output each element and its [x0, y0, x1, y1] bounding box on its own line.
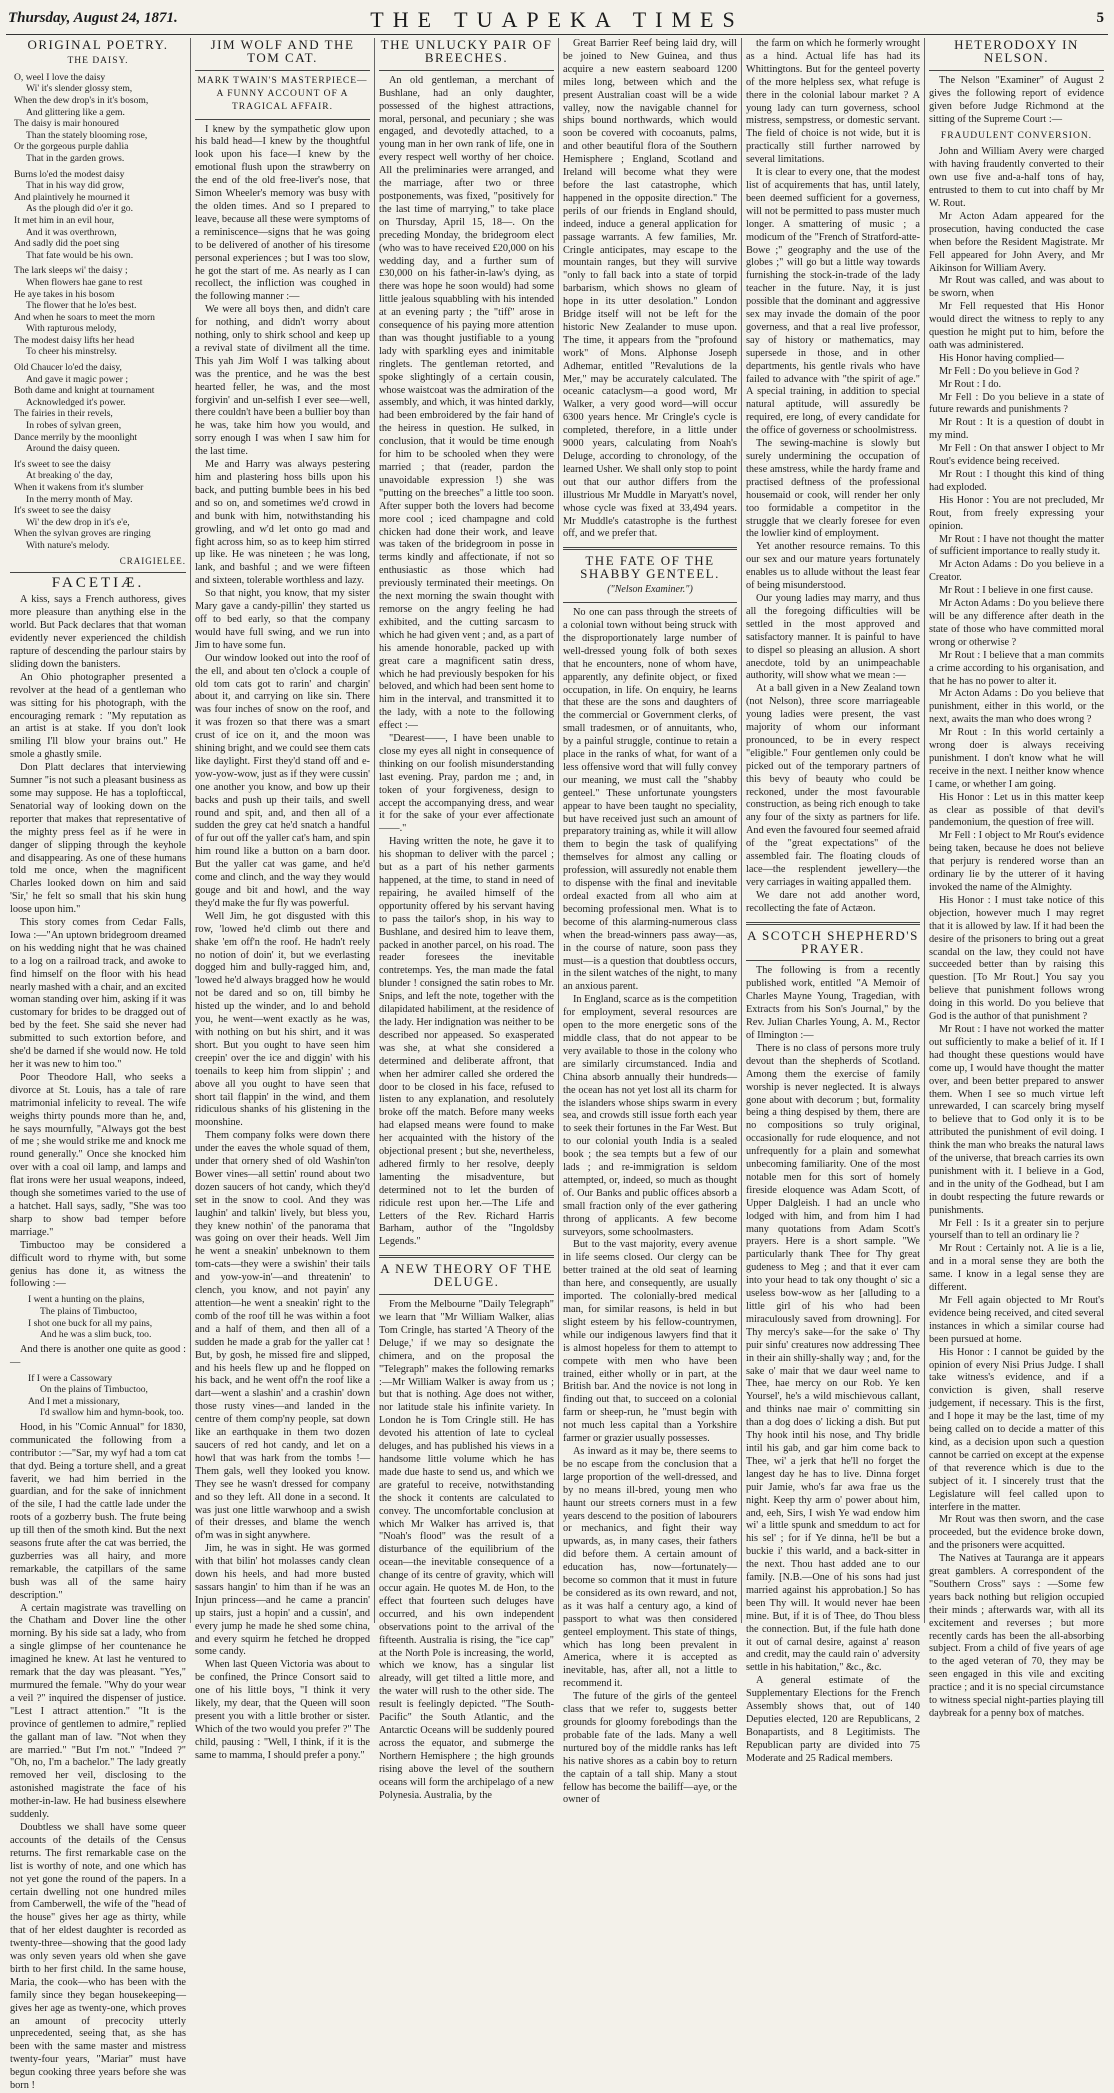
- paragraph: As inward as it may be, there seems to be no escape from the conclusion that a large proportion of the well-dressed, and by no means ill-bred, young men who haunt our streets corners must in a few years descend to the position of labourers or mechanics, and fight their way upwards, as, in many cases, their fathers did before them. A certain amount of education has, now—fortunately—become so common that it must in future be considered as its own reward, and not, as it was half a century ago, a kind of passport to what was then considered genteel employment. This state of things, which has long been prevalent in America, where it is accepted as inevitable, has, after all, not a little to recommend it.: [563, 1445, 737, 1690]
- verse-line: The modest daisy lifts her head: [14, 334, 135, 346]
- verse-line: Dance merrily by the moonlight: [14, 431, 138, 443]
- article-title-jim-wolf: JIM WOLF AND THE TOM CAT.: [210, 37, 355, 65]
- paragraph: A kiss, says a French authoress, gives more pleasure than anything else in the world. But Pack declares that that woman evidently never experienced the childish rapture of descending the parlour stairs by sliding down the banisters.: [10, 594, 186, 670]
- verse-line: On the plains of Timbuctoo,: [40, 1384, 148, 1396]
- paragraph: Our young ladies may marry, and thus all the foregoing difficulties will be settled in the most approved and satisfactory manner. It is painful to have to dispel so pleasing an allusion. A short anecdote, told by an unimpeachable authority, will show what we mean :—: [746, 592, 920, 682]
- rhyme-intro: And there is another one quite as good :—: [10, 1343, 186, 1368]
- paragraph: From the Melbourne "Daily Telegraph" we learn that "Mr William Walker, alias Tom Cringle, has started 'A Theory of the Deluge,' if we may so designate the chimera, and on the proposal the "Telegraph" makes the following remarks :—Mr William Walker is away from us ; but that is nothing. Age does not wither, nor latitude stale his infinite variety. In London he is Tom Cringle still. He has devoted his attention of late to cycleal deluges, and has published his views in a handsome little volume which he has made due haste to send us, and which we are grateful to receive, notwithstanding the shock it contents are calculated to convey. The uncomfortable conclusion at which Mr Walker has arrived is, that "Noah's flood" was the result of a disturbance of the equilibrium of the ocean—the inevitable consequence of a change of its centre of gravity, which will occur again. He quotes M. de Hon, to the effect that fourteen such deluges have occurred, and his own independent observations point to the arrival of the fifteenth. Australia is rising, the "ice cap" at the North Pole is increasing, the world, which we know, has a singular list already, will get tilted a little more, and the water will rush to the other side. The result is feelingly depicted. "The South-Pacific" the South Atlantic, and the Antarctic Oceans will be suddenly poured across the equator, and submerge the Northern Hemisphere ; the high grounds rising above the level of the southern oceans will form the archipelago of a new Polynesia. Australia, by the: [379, 1299, 554, 1801]
- paragraph: Mr Fell : Do you believe in a state of future rewards and punishments ?: [929, 391, 1104, 416]
- stanza: [10, 362, 186, 455]
- paragraph: Mr Rout : I do.: [939, 378, 1002, 390]
- masthead: [6, 4, 1108, 35]
- verse-line: In the merry month of May.: [26, 493, 133, 505]
- paragraph: Me and Harry was always pestering him and plastering hoss bills upon his back, and putting bumble bees in his bed and so on, and sometimes we'd crowd in and bunk with him, notwithstanding his growling, and w'd let onto go mad and fight across him, so as to keep him stirred up like. He was nineteen ; he was long, lank, and bashful ; and we were fifteen and sixteen, tolerable worthless and lazy.: [195, 459, 370, 587]
- verse-line: When it wakens from it's slumber: [14, 482, 144, 493]
- article-credit: ("Nelson Examiner."): [607, 584, 693, 596]
- paragraph: Mr Fell : I object to Mr Rout's evidence being taken, because he does not believe that perjury is rendered worse than an ordinary lie by the utterer of it having invoked the name of the Almighty.: [929, 830, 1104, 893]
- paragraph: The following is from a recently published work, entitled "A Memoir of Charles Mayne Young, Tragedian, with Extracts from his Son's Journal," by the Rev. Julian Charles Young, A. M., Rector of Ilmington :—: [746, 965, 920, 1041]
- paragraph: A certain magistrate was travelling on the Chatham and Dover line the other morning. By his side sat a lady, who from a single glimpse of her countenance he imagined he knew. At last he ventured to remark that the day was pleasant. "Yes," murmured the female. "Why do your wear a veil ?" inquired the dispenser of justice. "Lest I attract attention." "It is the province of gentlemen to admire," replied the gallant man of law. "Not when they are married." "But I'm not." "Indeed ?" "Oh, no, I'm a bachelor." The lady greatly removed her veil, disclosing to the astonished magistrate the face of his mother-in-law. He had business elsewhere suddenly.: [10, 1602, 186, 1821]
- paragraph: Them company folks were down there under the eaves the whole squad of them, under that ornery shed of old Washin'ton Bower vines—all settin' round about two dozen saucers of hot candy, which they'd set in the snow to cool. And they was laughin' and talkin' lively, but bless you, they knew nothin' of the panorama that was going on over their heads. Well Jim he went a sneakin' unbeknown to them tom-cats—they were a swishin' their tails and yow-yow-in'—and threatenin' to clench, you know, and not payin' any attention—he went a sneakin' right to the comb of the roof till he was within a foot and a half of them, and then all of a sudden he made a grab for the yaller cat ! But, by gosh, he missed fire and slipped, and his heels flew up and he flopped on his back, and he went off'n the roof like a dart—went a slashin' and a crashin' down those rusty vines—and landed in the centre of them comp'ny people, sat down like an earthquake in them two dozen saucers of red hot candy, and let on a howl that was hark from the tombs !—Them gals, well they looked you know. They see he wasn't dressed for company and so they left. All done in a second. It was just one little warwhoop and a swish of their dresses, and blame the wench of'm was in sight anywhere.: [195, 1130, 370, 1542]
- paragraph: Great Barrier Reef being laid dry, will be joined to New Guinea, and thus acquire a new eastern seaboard 1200 miles long, between which and the present Australian coast will be a wide valley, now the navigable channel for ships bound northwards, which would soon be covered with cocoanuts, palms, and other beautiful flora of the Southern Hemisphere ; England, Scotland and Ireland will become what they were before the last catastrophe, which happened in the opposite direction." The perils of our friends in England should, indeed, induce a general application for passage warrants. A few families, Mr. Cringle anticipates, may escape to the mountain ranges, but they will survive "only to fall back into a state of torpid barbarism, which shows no gleam of hope in its utter desolation." London Bridge itself will not be left for the historic New Zealander to muse upon. The time, it appears from the "profound work" of Mons. Alphonse Joseph Adhemar, entitled "Revalutions de la Mer," may be accurately calculated. The oceanic cataclysm—a good word, Mr Walker, a very good word—will occur 6300 years hence. Mr Cringle's cycle is completed, therefore, in a little under 9000 years, calculating from Noah's Deluge, according to chronology, of the learned Usher. We shall only stop to point out that our author differs from the illustrious Mr Muddle in Maryatt's novel, whose cycle was fixed at 33,494 years. Mr Muddle's catastrophe is the furthest off, and we prefer that.: [563, 38, 737, 540]
- divider: [379, 70, 554, 71]
- paragraph: Hood, in his "Comic Annual" for 1830, communicated the following from a contributor :—"Sar, my wyf had a tom cat that dyd. Being a torture shell, and a great faverit, we had him berried in the guardian, and for the sake of innichment of the sile, I had the cattle lade under the roots of a gozberry bush. The frute being up till then of the smoth kind. But the next seasons frute after the cat was berried, the guzberries was all hairy, and more remarkable, the catpillars of the same bush was all of the same hairy description.": [10, 1421, 186, 1601]
- paragraph: Having written the note, he gave it to his shopman to deliver with the parcel ; but as a part of his nether garments happened, at the time, to stand in need of repairing, he availed himself of the opportunity offered by his servant having to pass the tailor's shop, in his way to Bushlane, and desired him to leave them, packed in another parcel, on his road. The reader foresees the inevitable contretemps. Yes, the man made the fatal blunder ! consigned the satin robes to Mr. Snips, and left the note, together with the dilapidated habiliment, at the residence of the lady. Her indignation was neither to be described nor appeased. So exasperated was she, at what she considered a determined and deliberate affront, that when her admirer called she ordered the door to be closed in his face, refused to listen to any explanation, and resolutely broke off the match. Before many weeks had elapsed means were found to make her acquainted with the history of the objectional present ; but she, nevertheless, adhered firmly to her resolve, deeply lamenting the misadventure, but determined not to let the burden of ridicule rest upon her.—The Life and Letters of the Rev. Richard Harris Barham, author of the "Ingoldsby Legends.": [379, 836, 554, 1248]
- paragraph: Jim, he was in sight. He was gormed with that bilin' hot molasses candy clean down his heels, and had more busted sassars hangin' to him than if he was an Injun princess—and he came a prancin' up stairs, just a hopin' and a cussin', and every jump he made he shed some china, and every squirm he fetched he dropped some candy.: [195, 1543, 370, 1658]
- poem-stanzas: [10, 72, 186, 552]
- paragraph: His Honor : Let us in this matter keep as clear as possible of that devil's pandemonium, the question of free will.: [929, 791, 1104, 829]
- verse-line: Around the daisy queen.: [26, 443, 120, 455]
- verse-line: That fate would be his own.: [26, 249, 134, 261]
- verse-line: And sadly did the poet sing: [14, 238, 120, 250]
- divider: [379, 1255, 554, 1258]
- paragraph: Timbuctoo may be considered a difficult word to rhyme with, but some genius has done it, as witness the following :—: [10, 1239, 186, 1290]
- verse-line: And glittering like a gem.: [26, 106, 125, 118]
- paragraph: Mr Acton Adams : Do you believe that punishment, either in this world, or the next, awaits the man who does wrong ?: [929, 688, 1104, 726]
- paragraph: Mr Acton Adams : Do you believe there will be any difference after death in the state of those who have committed moral wrong or otherwise ?: [929, 598, 1105, 648]
- article-title-scotch-prayer: A SCOTCH SHEPHERD'S PRAYER.: [747, 927, 919, 956]
- article-body-jim-wolf: [195, 124, 370, 1763]
- verse-line: At breaking o' the day,: [26, 470, 113, 482]
- article-title-shabby-genteel: THE FATE OF THE SHABBY GENTEEL.: [580, 553, 720, 582]
- verse-line: It met him in an evil hour,: [14, 214, 115, 226]
- verse-line: I shot one buck for all my pains,: [28, 1317, 153, 1329]
- verse-line: He aye takes in his bosom: [14, 288, 115, 300]
- verse-line: I went a hunting on the plains,: [28, 1294, 145, 1306]
- paragraph: Mr Fell again objected to Mr Rout's evidence being received, and cited several instances in which a similar course had been pursued at home.: [929, 1295, 1104, 1345]
- column-3: [374, 37, 558, 1801]
- paragraph: His Honor : I cannot be guided by the opinion of every Nisi Prius Judge. I shall take witness's evidence, and if a conviction is given, shall reserve judgement, if necessary. This is the first, and I hope it may be the last, time of my being called on to decide a matter of this kind, as a decision upon such a question cannot be carried on except at the expense of that reverence which is due to the subject of it. I sincerely trust that the Legislature will feel called upon to interfere in the matter.: [929, 1346, 1104, 1513]
- verse-line: Acknowledged it's power.: [26, 396, 126, 408]
- paragraph: "Dearest——, I have been unable to close my eyes all night in consequence of thinking on our foolish misunderstanding last evening. Pray, pardon me ; and, in token of your forgiveness, design to accept the accompanying dress, and wear it for the sake of your ever affectionate——.": [379, 733, 554, 835]
- poem-signature: CRAIGIELEE.: [119, 555, 186, 566]
- verse-line: Than the stately blooming rose,: [26, 129, 148, 141]
- divider: [563, 547, 737, 550]
- verse-line: The daisy is mair honoured: [14, 118, 119, 130]
- paragraph: At a ball given in a New Zealand town (not Nelson), three score marriageable young ladies were present, the vast majority of whom our informant pronounced, to be in every respect "eligible." Four gentlemen only could be picked out of the temporary partners of this bevy of beauty who could be reckoned, under the most favourable construction, as being rich enough to take any four of the sixty as partners for life. And even the favoured four seemed afraid of the "great expectations" of the assembled fair. The floating clouds of lace—the resplendent jewellery—the very carriages in waiting appalled them.: [746, 683, 920, 888]
- verse-line: With rapturous melody,: [26, 323, 117, 335]
- verse-line: In robes of sylvan green,: [26, 420, 122, 432]
- paragraph: An Ohio photographer presented a revolver at the head of a gentleman who was sitting for his photograph, with the encouraging remark : "My reputation as an artist is at stake. If you don't look smiling I'll blow your brains out." He smole a ghastly smile.: [10, 671, 186, 761]
- paragraph: Mr Rout was then sworn, and the case proceeded, but the evidence broke down, and the prisoners were acquitted.: [929, 1514, 1104, 1552]
- paragraph: The sewing-machine is slowly but surely undermining the occupation of these amstress, while the hardy frame and practised deftness of the professional housemaid or cook, will render her only too formidable a competitor in the struggle that we clearly foresee for even the lowlier kind of employment.: [746, 438, 920, 540]
- paragraph: Mr Rout : I have not thought the matter of sufficient importance to really study it.: [929, 533, 1104, 558]
- divider: [746, 960, 920, 961]
- paragraph: Mr Rout : I thought this kind of thing had exploded.: [929, 469, 1104, 493]
- verse-line: The fairies in their revels,: [14, 408, 113, 420]
- paragraph: We dare not add another word, recollecting the fate of Actæon.: [746, 889, 920, 914]
- column-1: [6, 37, 190, 2092]
- page-number: 5: [1096, 10, 1104, 26]
- paragraph: The Nelson "Examiner" of August 2 gives the following report of evidence given before Judge Richmond at the sitting of the Supreme Court :—: [929, 74, 1104, 125]
- verse-line: When flowers hae gane to rest: [26, 276, 143, 288]
- verse-line: When the sylvan groves are ringing: [14, 528, 151, 540]
- paragraph: No one can pass through the streets of a colonial town without being struck with the disproportionately large number of well-dressed young folk of both sexes that he encounters, none of whom have, apparently, any definite object, or fixed occupation, in life. On enquiry, he learns that these are the sons and daughters of the commercial or Government clerks, of small tradesmen, or of annuitants, who, by a painful struggle, continue to retain a place in the ranks of what, for want of a less offensive word that will fully convey our meaning, we must call the "shabby genteel." These unfortunate youngsters appear to have been taught no speciality, but have received just such an amount of preparatory training as, while it will allow them to begin the task of qualifying themselves for almost any calling or profession, will assuredly not enable them to dispense with the final and inevitable ordeal exacted from all who aim at becoming professional men. What is to become of this alarming-numerous class when the bread-winners pass away—as, in the course of nature, soon pass they must—is a question that doubtless occurs, in the silent watches of the night, to many an anxious parent.: [563, 607, 737, 993]
- paragraph: His Honor : I must take notice of this objection, however much I may regret that it is allowed by law. If it had been the desire of the prisoners to bring out a great scandal on the law, they could not have succeeded better than by raising this question. [To Mr Rout.] You say you believe that punishment follows wrong doing in this world. Do you believe that God is the author of that punishment ?: [929, 894, 1104, 1023]
- article-subtitle: MARK TWAIN'S MASTERPIECE—A FUNNY ACCOUNT OF A TRAGICAL AFFAIR.: [197, 75, 368, 112]
- paragraph: Our window looked out into the roof of the ell, and about ten o'clock a couple of old tom cats got to rarin' and chargin' about it, and carrying on like sin. There was four inches of snow on the roof, and it was frozen so that there was a smart crust of ice on it, and the moon was shining bright, and we could see them cats like daylight. First they'd stand off and e-yow-yow-wow, just as if they were cussin' one another you know, and bow up their backs and push up their tails, and swell round and spit, and, and then all of a sudden the grey cat he'd snatch a handful of fur out off the yaller cat's ham, and spin him round like a button on a barn door. But the yaller cat was game, and he'd come and clinch, and the way they would gouge and bit and howl, and the way they'd make the fur fly was powerful.: [195, 652, 371, 909]
- paragraph: Mr Rout : I believe in one first cause.: [939, 585, 1094, 597]
- paragraph: His Honor having complied—: [939, 352, 1064, 364]
- paragraph: Mr Rout : In this world certainly a wrong doer is always receiving punishment. I don't know what he will receive in the next. I neither know whence I came, or whether I am going.: [929, 727, 1104, 790]
- verse-line: That in the garden grows.: [26, 152, 125, 164]
- article-title-deluge: A NEW THEORY OF THE DELUGE.: [380, 1261, 553, 1290]
- section-title-facetiae: FACETIÆ.: [51, 575, 145, 592]
- article-body-deluge: [379, 1299, 554, 1802]
- article-body-deluge-continued: [563, 38, 737, 541]
- article-subhead: FRAUDULENT CONVERSION.: [940, 131, 1093, 142]
- paragraph: Mr Fell : Do you believe in God ?: [939, 365, 1080, 377]
- column-5: [741, 38, 924, 1764]
- verse-line: O, weel I love the daisy: [14, 71, 106, 83]
- paragraph: Mr Fell : On that answer I object to Mr Rout's evidence being received.: [929, 443, 1104, 468]
- paragraph: Mr Rout : I have not worked the matter out sufficiently to make a belief of it. If I had thought these questions would have come up, I would have thought the matter over, and been better prepared to answer them. When I see so much virtue left unrewarded, I can scarcely bring myself to believe that to God only it is to be attributed the punishment of evil doing. I think the man who breaks the natural laws of the universe, that breach carries its own punishment with it. I believe in a God, and in the unity of the Godhead, but I am in doubt respecting the future rewards or punishments.: [929, 1023, 1104, 1216]
- paragraph: Well Jim, he got disgusted with this row, 'lowed he'd climb out there and shake 'em off'n the roof. He hadn't reely no notion of doin' it, but we everlasting dogged him and bully-ragged him, and, 'lowed he'd always bragged how he would not be dared and so on, till bimby he histed up the winder, and lo and behold you, he went—went exactly as he was, with nothing on but his shirt, and it was short. But you ought to have seen him creepin' over the ice and diggin' with his toenails to keep him from slippin' ; and above all you ought to have seen that short tail flappin' in the wind, and them ridiculous shanks of his glistening in the moonshine.: [195, 910, 370, 1129]
- verse-line: Both dame and knight at tournament: [14, 385, 155, 397]
- article-body-scotch-prayer: [746, 965, 920, 1765]
- cassowary-rhyme: [24, 1373, 186, 1419]
- paragraph: Mr Fell : Is it a greater sin to perjure yourself than to tell an ordinary lie ?: [929, 1217, 1104, 1242]
- paragraph: When last Queen Victoria was about to be confined, the Prince Consort said to one of his little boys, "I think it very likely, my dear, that the Queen will soon present you with a little brother or sister. Which of the two would you prefer ?" The child, pausing : "Well, I think, if it is the same to mamma, I should prefer a pony.": [195, 1659, 371, 1761]
- verse-line: Old Chaucer lo'ed the daisy,: [14, 362, 122, 374]
- facetiae-paragraphs-continued: [10, 1422, 186, 2093]
- paragraph: Poor Theodore Hall, who seeks a divorce at St. Louis, has a tale of rare matrimonial infelicity to reveal. The wife weighs thirty pounds more than he, and, he says mournfully, "Always got the best of me ; she would strike me and knock me round generally." Once she knocked him over with a coal oil lamp, and lamps and flat irons were her usual weapons, indeed, though she sometimes varied to the use of a hatchet. Hall says, sadly, "She was too sharp to show bad temper before marriage.": [10, 1071, 186, 1238]
- paragraph: His Honor : You are not precluded, Mr Rout, from freely expressing your opinion.: [929, 494, 1104, 532]
- verse-line: It's sweet to see the daisy: [14, 505, 111, 517]
- divider: [195, 119, 370, 120]
- poem-title: THE DAISY.: [67, 55, 129, 66]
- paragraph: An old gentleman, a merchant of Bushlane, had an only daughter, possessed of the highest attractions, moral, personal, and pecuniary ; she was engaged, and devotedly attached, to a young man in her own rank of life, one in every respect well worthy of her choice. All the preliminaries were arranged, and the marriage, after two or three postponements, was fixed, "positively for the last time of marrying," to take place on Thursday, April 15, 18—. On the preceding Monday, the bridegroom elect (who was to have received £20,000 on his wedding day, and a further sum of £30,000 on his father-in-law's dying, as there was hope he soon would) had some little jealous squabbling with his intended at an evening party ; the "tiff" arose in consequence of his paying more attention than was thought justifiable to a young lady with sparkling eyes and inimitable ringlets. The gentleman retorted, and spoke slightingly of a certain cousin, whose waistcoat was the admiration of the assembly, and which, it was hinted darkly, had been embroidered by the fair hand of the heiress in question. He sulked, in conclusion, that it would be time enough for him to be schooled when they were married ; that (reader, pardon the unavoidable expression !) she was "putting on the breeches" a little too soon. After supper both the lovers had become more cool ; iced champagne and cold chicken had done their work, and leave was taken of the bridegroom in posse in terms kindly and affectionate, if not so enthusiastic as those which had previously terminated their meetings. On the next morning the swain thought with remorse on the angry feeling he had exhibited, and the cutting sarcasm to which he had given vent ; and, as a part of his amende honorable, packed up with great care a magnificent satin dress, which he had previously bespoken for his beloved, and which had been sent home to him in the interval, and transmitted it to the lady, with a note to the following effect :—: [379, 74, 554, 732]
- paragraph: So that night, you know, that my sister Mary gave a candy-pillin' they started us off to bed early, so that the company would have full swing, and we run into Jim to have some fun.: [195, 588, 370, 651]
- verse-line: As the plough did o'er it go.: [26, 203, 133, 215]
- verse-line: If I were a Cassowary: [28, 1372, 113, 1384]
- verse-line: And I met a missionary,: [28, 1395, 120, 1407]
- verse-line: To cheer his minstrelsy.: [26, 346, 117, 358]
- article-intro: [929, 75, 1104, 127]
- verse-line: And he was a slim buck, too.: [40, 1329, 152, 1341]
- paragraph: Mr Acton Adams : Do you believe in a Creator.: [929, 559, 1104, 584]
- paragraph: Mr Rout : I believe that a man commits a crime according to his organisation, and that he has no power to alter it.: [929, 649, 1104, 687]
- paragraph: The future of the girls of the genteel class that we refer to, suggests better grounds for gloomy forebodings than the probable fate of the lads. Many a well nurtured boy of the middle ranks has left his native shores as a cabin boy to return the captain of a tall ship. Many a stout fellow has become the bailiff—aye, or the owner of: [563, 1691, 737, 1806]
- verse-line: When the dew drop's in it's bosom,: [14, 95, 149, 106]
- verse-line: Wi' the dew drop in it's e'e,: [26, 516, 130, 528]
- stanza: [10, 169, 186, 262]
- facetiae-paragraphs: [10, 594, 186, 1291]
- article-title-breeches: THE UNLUCKY PAIR OF BREECHES.: [380, 37, 553, 65]
- paragraph: Don Platt declares that interviewing Sumner "is not such a pleasant business as some may suppose. He has a toplofticcal, Senatorial way of looking down on the reporter that makes that representative of the mighty press feel as if he were in danger of slipping through the keyhole and disappearing. As one of these humans told me once, when the magnificent Charles looked down on him and said 'Sir,' he felt so small that his skin hung loose upon him.": [10, 762, 186, 916]
- paragraph: Mr Rout : Certainly not. A lie is a lie, and in a moral sense they are both the same. I know in a legal sense they are different.: [929, 1243, 1104, 1294]
- paragraph: the farm on which he formerly wrought as a hind. Actual life has had its Whittingtons. But for the genteel poverty of the more helpless sex, what refuge is there in the colonial labour market ? A young lady can turn governess, school mistress, sempstress, or domestic servant. The field of choice is not wide, but it is practically still further narrowed by several limitations.: [746, 38, 920, 166]
- paragraph: The Natives at Tauranga are it appears great gamblers. A correspondent of the "Southern Cross" says : —Some few years back nothing but religion occupied their minds ; afterwards war, with all its excitement and reverses ; but more recently cards has been the all-absorbing subject. From a child of five years of age to the aged veteran of 70, they may be seen engaged in this vile and exciting practice ; and it is no special circumstance to witness special night-parties playing till daybreak for a penny box of matches.: [929, 1553, 1104, 1719]
- paragraph: A general estimate of the Supplementary Elections for the French Assembly shows that, out of 140 Deputies elected, 120 are Republicans, 2 Bonapartists, and 8 Legitimists. The Republican party are divided into 75 Moderate and 25 Radical members.: [746, 1675, 920, 1764]
- divider: [563, 602, 737, 603]
- article-title-heterodoxy: HETERODOXY IN NELSON.: [954, 37, 1079, 65]
- stanza: [10, 459, 186, 552]
- paragraph: Yet another resource remains. To this our sex and our mature years fortunately enables us to allude without the least fear of being misunderstood.: [746, 541, 920, 592]
- paragraph: Mr Rout was called, and was about to be sworn, when: [929, 275, 1104, 300]
- paragraph: John and William Avery were charged with having fraudently converted to their own use five and-a-half tons of hay, entrusted to them to cut into chaff by Mr W. Rout.: [929, 146, 1104, 209]
- stanza: [10, 72, 186, 165]
- column-4: [558, 38, 741, 1806]
- article-body-heterodoxy: [929, 146, 1104, 1721]
- verse-line: Or the gorgeous purple dahlia: [14, 141, 129, 153]
- verse-line: Burns lo'ed the modest daisy: [14, 168, 125, 180]
- paragraph: It is clear to every one, that the modest list of acquirements that has, until lately, been deemed sufficient for a governess, will not be permitted to pass muster much longer. A smattering of music ; a modicum of the "French of Stratford-atte-Bowe ;" geography and the use of the globes ;" will go but a little way towards furnishing the stock-in-trade of the lady teacher in the future. Nay, it is just possible that the dominant and aggressive sex may invade the domain of the poor governess, and that a real live professor, say of history or mathematics, may supersede in those, and in other departments, his gentle rivals who have failed to advance with "the spirit of age." A special training, in addition to special natural aptitude, will assuredly be required, ere long, of every candidate for the office of governess or schoolmistress.: [746, 167, 920, 437]
- paragraph: Doubtless we shall have some queer accounts of the details of the Census returns. The first remarkable case on the list is worthy of note, and one which has not yet gone the round of the papers. In a certain dwelling not one hundred miles from Camberwell, the wife of the "head of the house" gives her age as thirty, while that of her eldest daughter is recorded as twenty-three—showing that the good lady was only seven years old when she gave birth to her first child. In the same house, Maria, the cook—who has been with the family since they began housekeeping—gives her age as twenty-one, which proves an amount of precocity utterly unprecedented, seeing that, as she has been with the same master and mistress twenty-four years, "Mariar" must have begun cooking three years before she was born !: [10, 1821, 186, 2092]
- verse-line: Wi' it's slender glossy stem,: [26, 83, 133, 95]
- verse-line: The lark sleeps wi' the daisy ;: [14, 265, 128, 277]
- divider: [10, 572, 186, 573]
- paragraph: There is no class of persons more truly devout than the shepherds of Scotland. Among them the exercise of family worship is never neglected. It is always gone about with decorum ; but, formality being a thing despised by them, there are no compositions so truly original, occasionally for rude eloquence, and not unfrequently for a plain and somewhat unbecoming familiarity. One of the most notable men for this sort of homely fireside eloquence was Adam Scott, of Upper Dalgleish. I had an uncle who lodged with him, and from him I had many quotations from Adam Scott's prayers. Here is a short sample. "We particularly thank Thee for Thy great gudeness to Meg ; and that it ever cam into your head to tak ony thought o' sic a useless bow-wow as her [alluding to a little girl of his who had been miraculously saved from drowning]. For Thy mercy's sake—for the sake o' Thy puir sinfu' creatures now addressing Thee in their ain shilly-shally way ; and, for the sake o' mair that we daur weel name to Thee, hae mercy on our Rob. Ye ken Yoursel', he's a wild mischievous callant, and thinks nae mair o' committing sin than a dog does o' licking a dish. But put Thy hook intil his nose, and Thy bridle intil his gab, and gar him come back to Thee, wi' a jerk that he'll no forget the langest day he has to live. Dinna forget puir Jamie, who's far awa frae us the night. Keep thy arm o' power about him, and, eeh, Sirs, I wish Ye wad endow him wi' a little spunk and smeddum to act for his sel' ; for if Ye dinna, he'll be but a buckie i' this warld, and a back-sitter in the next. Thou hast added ane to our family. [N.B.—One of his sons had just married against his approbation.] So has been Thy will. It would never hae been mine. But, if it is of Thee, do Thou bless the connection. But, if the fule hath done it out of carnal desire, against a' reason and credit, may the cauld rain o' adversity settle in his habitation," &c., &c.: [746, 1042, 920, 1674]
- paragraph: Mr Fell requested that His Honor would direct the witness to reply to any question he might put to him, before the oath was administered.: [929, 301, 1104, 351]
- paragraph: Mr Rout : It is a question of doubt in my mind.: [929, 417, 1104, 442]
- paragraph: We were all boys then, and didn't care for nothing, and didn't worry about nothing, only to shirk school and keep up a revival state of divilment all the time. This yah Jim Wolf I was talking about was the prentice, and he was the best hearted feller, he was, and the most forgivin' and un-selfish I ever see—well, there couldn't have been a bullier boy than he was, take him how you would, and sorry enough I was when I saw him for the last time.: [195, 304, 370, 458]
- verse-line: The flower that he lo'es best.: [26, 300, 137, 312]
- verse-line: And plaintively he mourned it: [14, 191, 130, 203]
- paragraph: But to the vast majority, every avenue in life seems closed. Our clergy can be better trained at the old seat of learning than here, and consequently, are usually imported. The colonially-bred medical man, for similar reasons, is held in but slight esteem by his fellow-countrymen, while our indigenous lawyers find that it is almost hopeless for them to attempt to compete with men who have been trained, either wholly or in part, at the British bar. And the novice is not long in finding out that, to succeed on a colonial farm or sheep-run, he "must begin with not much less capital than a Yorkshire farmer or grazier usually possesses.: [563, 1239, 737, 1445]
- paragraph: This story comes from Cedar Falls, Iowa :—"An uptown bridegroom dreamed on his wedding night that he was chained to a log on a railroad track, and awoke to find himself on the floor with his head nearly mashed with a chair, and an excited woman standing over him, asking if it was customary for brides to be dragged out of bed by the feet. She said she never had submitted to such extortion before, and she'd be darned if she would now. He told her it was new to him too.": [10, 917, 186, 1070]
- verse-line: With nature's melody.: [26, 539, 110, 551]
- column-2: [190, 37, 374, 1761]
- paragraph: In England, scarce as is the competition for employment, several resources are open to the more energetic sons of the middle class, that do not appear to be very available to those in the colony who are similarly circumstanced. India and China absorb annually their hundreds—the ocean has not yet lost all its charm for the islanders whose ships swarm in every sea, and crowds still issue forth each year to seek their fortunes in the Far West. But to our colonial youth India is a sealed book ; the sea tempts but a few of our lads ; and re-immigration is seldom attempted, or, indeed, so much as thought of. Our Banks and public offices absorb a small fraction only of the ever gathering throng of applicants. A few become surveyors, some schoolmasters.: [563, 994, 737, 1238]
- column-6: [924, 37, 1108, 1719]
- article-body-breeches: [379, 75, 554, 1249]
- timbuctoo-rhyme: [24, 1294, 186, 1340]
- paragraph: I knew by the sympathetic glow upon his bald head—I knew by the thoughtful look upon his face—I knew by the emotional flush upon the strawberry on the end of the old free-liver's nose, that Simon Wheeler's memory was busy with the olden times. And so I prepared to leave, because all these were symptoms of a reminiscence—signs that he was going to be delivered of another of his tiresome personal experiences ; but I was too slow, he got the start of me. As nearly as I can recollect, the infliction was coughed in the following manner :—: [195, 123, 370, 303]
- verse-line: And it was overthrown,: [26, 226, 117, 238]
- divider: [195, 70, 370, 71]
- verse-line: And when he soars to meet the morn: [14, 311, 155, 323]
- article-body-shabby-genteel: [563, 607, 737, 1807]
- article-body-shabby-genteel-continued: [746, 38, 920, 916]
- verse-line: That in his way did grow,: [26, 180, 124, 192]
- newspaper-title: THE TUAPEKA TIMES: [370, 7, 744, 32]
- paragraph: Mr Acton Adam appeared for the prosecution, having conducted the case when before the Resident Magistrate. Mr Fell appeared for John Avery, and Mr Aikinson for William Avery.: [929, 210, 1104, 274]
- newspaper-page: [6, 37, 1108, 2092]
- divider: [379, 1294, 554, 1295]
- section-title-original-poetry: ORIGINAL POETRY.: [27, 37, 169, 52]
- divider: [929, 70, 1104, 71]
- issue-date: Thursday, August 24, 1871.: [8, 10, 178, 26]
- stanza: [10, 265, 186, 358]
- verse-line: I'd swallow him and hymn-book, too.: [40, 1407, 184, 1419]
- verse-line: It's sweet to see the daisy: [14, 458, 111, 470]
- divider: [746, 922, 920, 925]
- verse-line: The plains of Timbuctoo,: [40, 1305, 138, 1317]
- verse-line: And gave it magic power ;: [26, 373, 129, 385]
